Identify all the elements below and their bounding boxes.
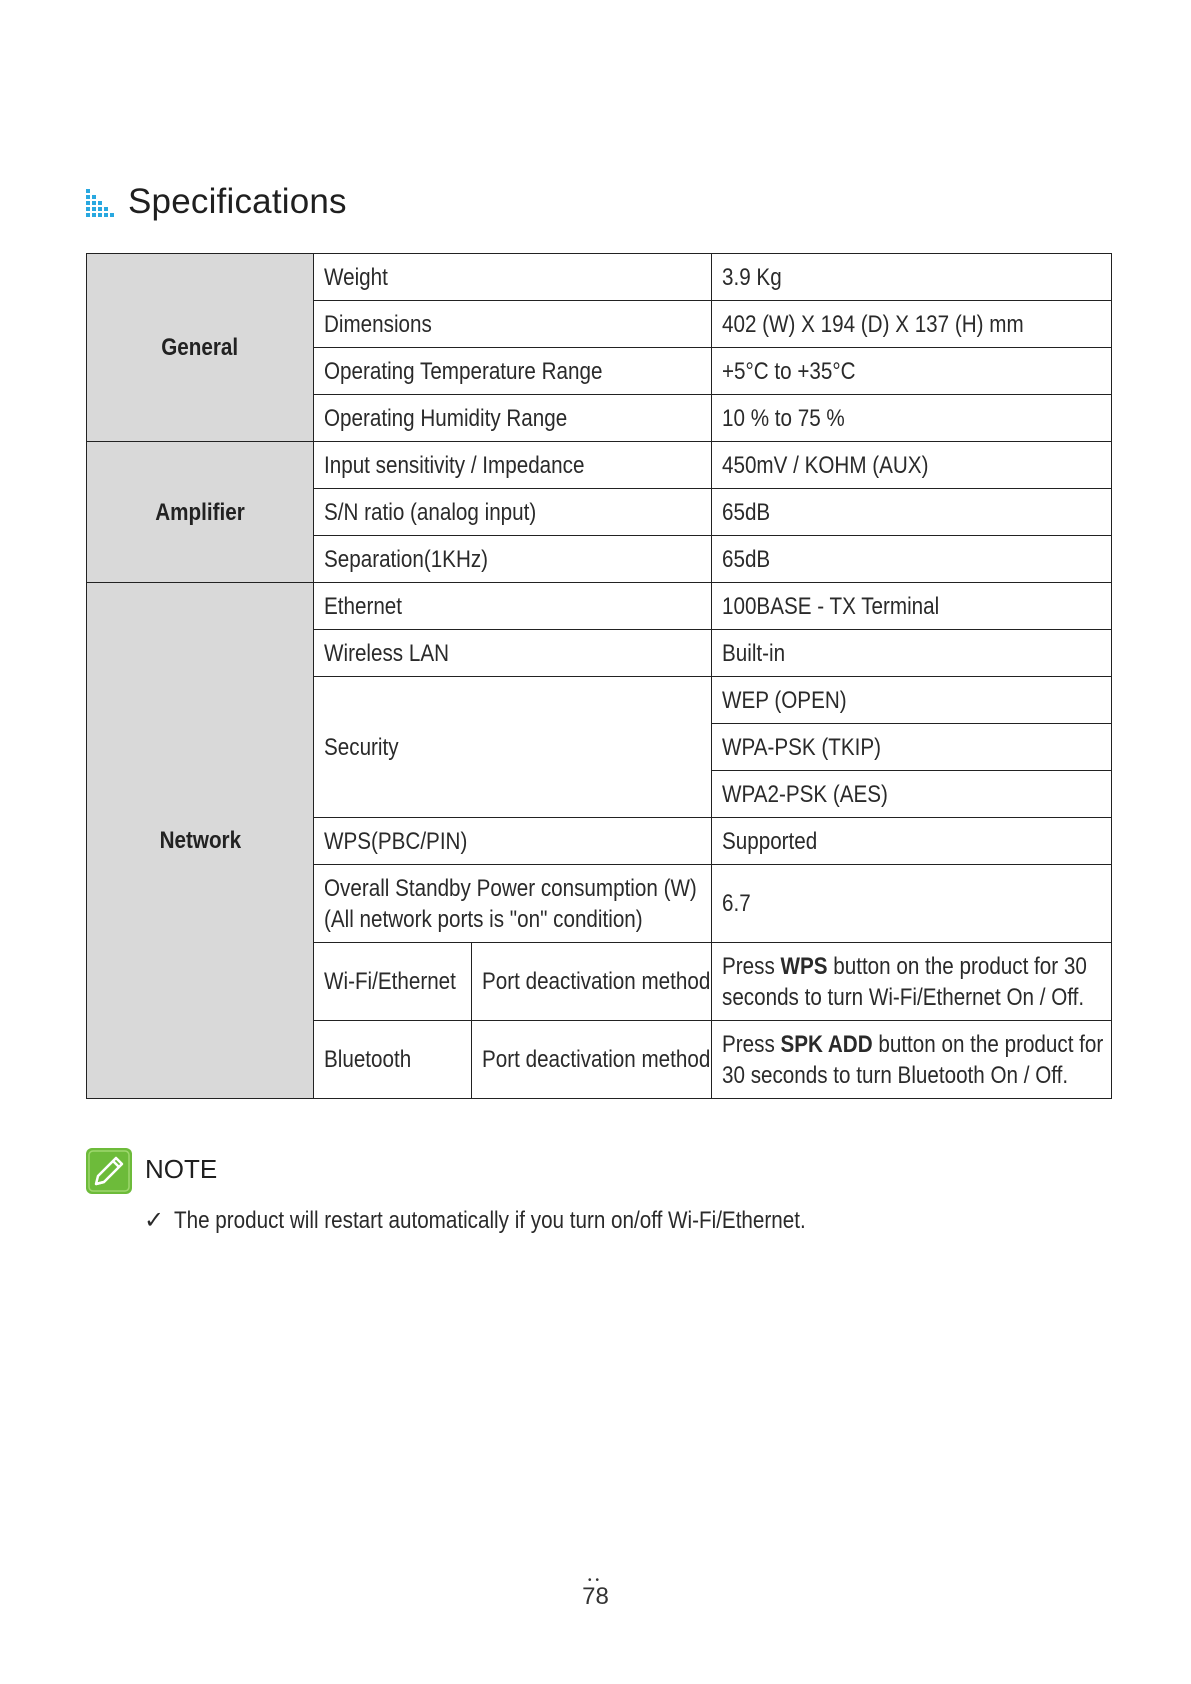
spec-value: WPA-PSK (TKIP) (712, 724, 1112, 771)
checkmark-icon: ✓ (144, 1207, 165, 1234)
table-row (87, 442, 1112, 489)
spec-value: 450mV / KOHM (AUX) (712, 442, 1112, 489)
spec-value: 3.9 Kg (712, 254, 1112, 301)
note-item: ✓ The product will restart automatically if you turn on/off Wi-Fi/Ethernet. (144, 1207, 806, 1234)
spec-value: 100BASE - TX Terminal (712, 583, 1112, 630)
spec-value: 10 % to 75 % (712, 395, 1112, 442)
page-title: Specifications (128, 182, 347, 221)
spec-name: Wi-Fi/Ethernet (314, 943, 472, 1021)
section-heading (86, 182, 347, 222)
wps-button-label: WPS (780, 952, 828, 980)
spec-name: Separation(1KHz) (314, 536, 712, 583)
spec-name: Operating Temperature Range (314, 348, 712, 395)
spec-value: 402 (W) X 194 (D) X 137 (H) mm (712, 301, 1112, 348)
spec-value: 65dB (712, 536, 1112, 583)
spec-value: +5°C to +35°C (712, 348, 1112, 395)
table-row (87, 254, 1112, 301)
spec-value: WPA2-PSK (AES) (712, 771, 1112, 818)
spec-name: WPS(PBC/PIN) (314, 818, 712, 865)
spec-value: WEP (OPEN) (712, 677, 1112, 724)
spec-value: 6.7 (712, 865, 1112, 943)
spk-add-button-label: SPK ADD (780, 1030, 873, 1058)
spec-value: Press SPK ADD button on the product for 30 seconds to turn Bluetooth On / Off. (712, 1021, 1112, 1099)
spec-method: Port deactivation method (472, 1021, 712, 1099)
spec-value: Press WPS button on the product for 30 seconds to turn Wi-Fi/Ethernet On / Off. (712, 943, 1112, 1021)
spec-name: Dimensions (314, 301, 712, 348)
spec-name: Bluetooth (314, 1021, 472, 1099)
spec-name: Ethernet (314, 583, 712, 630)
spec-name: Security (314, 677, 712, 818)
page-number: 78 (582, 1583, 609, 1610)
spec-name: Overall Standby Power consumption (W) (All network ports is "on" condition) (314, 865, 712, 943)
spec-name: Input sensitivity / Impedance (314, 442, 712, 489)
spec-value: Built-in (712, 630, 1112, 677)
category-amplifier: Amplifier (87, 442, 314, 583)
spec-method: Port deactivation method (472, 943, 712, 1021)
equalizer-bars-icon (86, 185, 116, 219)
category-general: General (87, 254, 314, 442)
note-pencil-icon (86, 1148, 132, 1194)
page-dots: •• (587, 1575, 603, 1586)
specifications-table (86, 253, 1112, 1099)
spec-value: Supported (712, 818, 1112, 865)
spec-name: S/N ratio (analog input) (314, 489, 712, 536)
spec-name: Weight (314, 254, 712, 301)
spec-value: 65dB (712, 489, 1112, 536)
table-row (87, 583, 1112, 630)
spec-name: Operating Humidity Range (314, 395, 712, 442)
category-network: Network (87, 583, 314, 1099)
note-label: NOTE (145, 1154, 218, 1184)
spec-name: Wireless LAN (314, 630, 712, 677)
